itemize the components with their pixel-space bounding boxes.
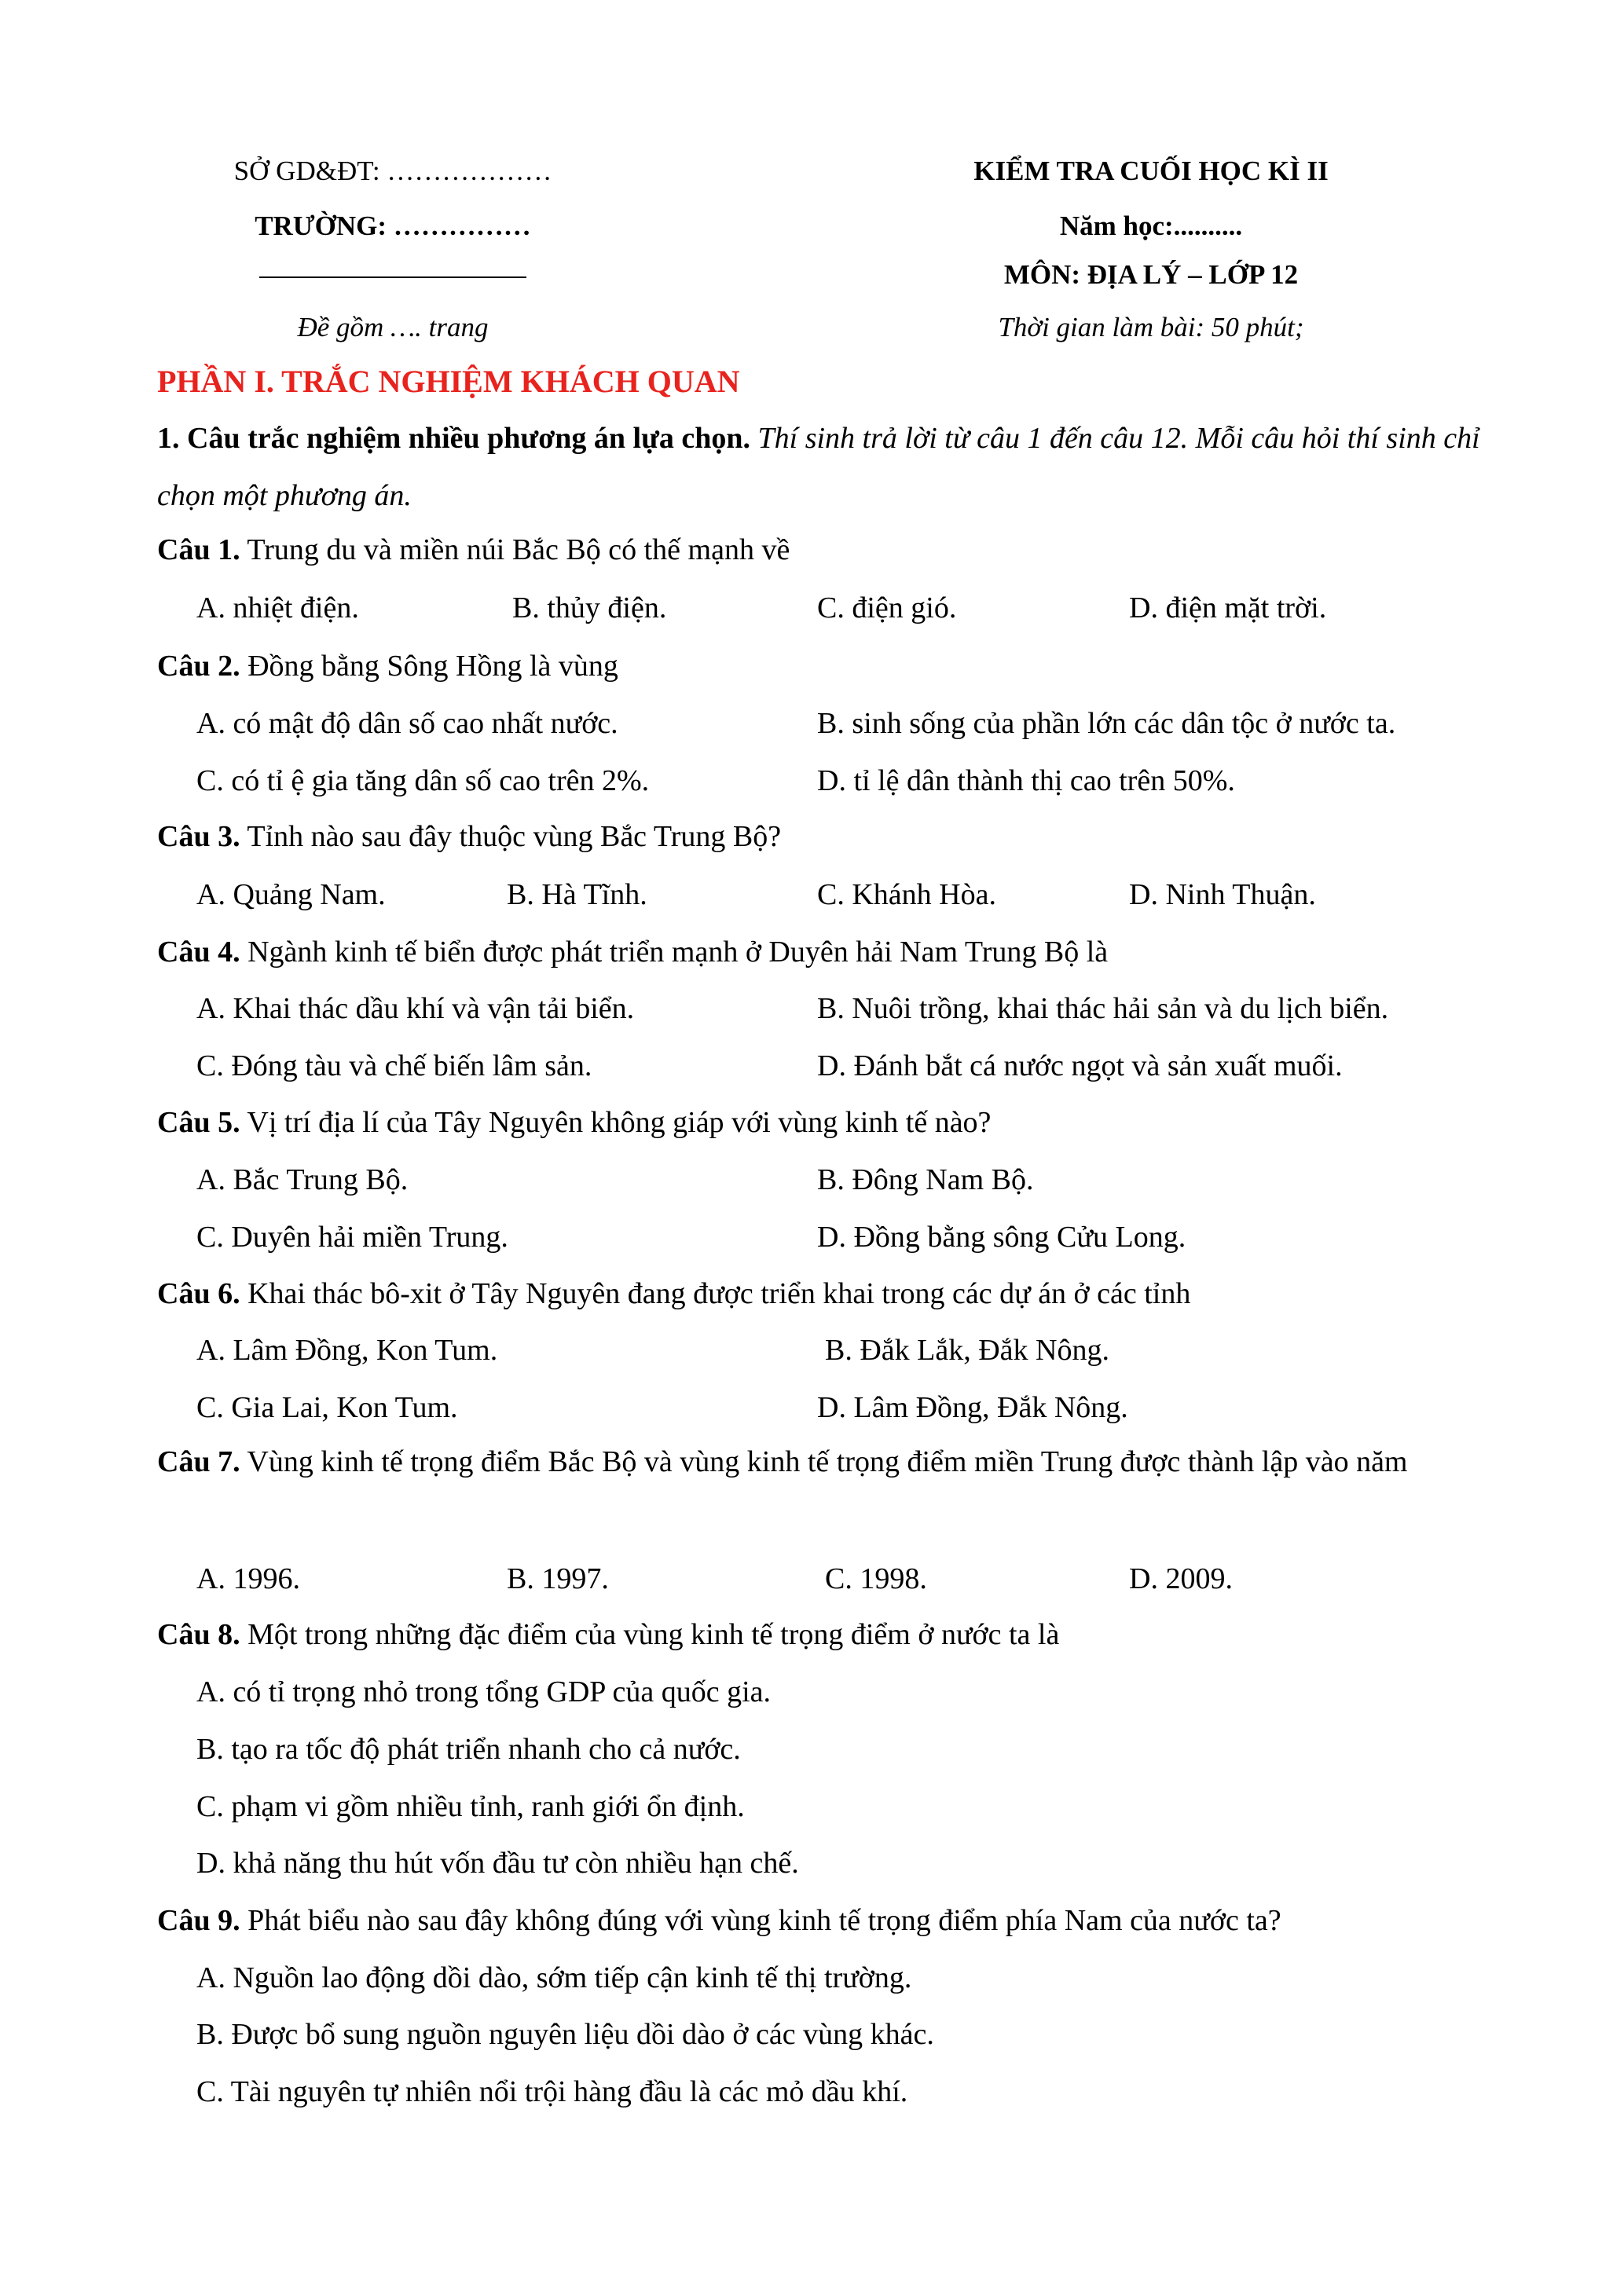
question-text: Đồng bằng Sông Hồng là vùng (240, 650, 618, 683)
department-line: SỞ GD&ĐT: ……………… (233, 156, 552, 186)
question-1 (157, 533, 790, 567)
option-d: D. tỉ lệ dân thành thị cao trên 50%. (817, 764, 1235, 797)
option-c: C. điện gió. (817, 591, 957, 624)
option-a: A. có mật độ dân số cao nhất nước. (196, 707, 618, 740)
question-8 (157, 1617, 1059, 1652)
question-label: Câu 3. (157, 820, 240, 853)
question-9 (157, 1903, 1281, 1938)
question-3 (157, 819, 781, 854)
question-text: Trung du và miền núi Bắc Bộ có thế mạnh về (240, 533, 790, 566)
option-b: B. Đông Nam Bộ. (817, 1163, 1034, 1196)
option-c: C. 1998. (825, 1562, 927, 1595)
instruction (157, 410, 1509, 525)
time-line: Thời gian làm bài: 50 phút; (998, 312, 1304, 342)
option-a: A. Quảng Nam. (196, 878, 386, 911)
option-b: B. Hà Tĩnh. (507, 878, 647, 911)
school-year: Năm học:.......... (1059, 211, 1243, 241)
instruction-heading: 1. Câu trắc nghiệm nhiều phương án lựa chọn. (157, 422, 751, 455)
option-d: D. Đánh bắt cá nước ngọt và sản xuất muối. (817, 1049, 1343, 1082)
option-d: D. Đồng bằng sông Cửu Long. (817, 1221, 1186, 1254)
option-b: B. 1997. (507, 1562, 609, 1595)
question-5 (157, 1105, 991, 1140)
question-text: Vùng kinh tế trọng điểm Bắc Bộ và vùng kinh tế trọng điểm miền Trung được thành lập vào năm (240, 1445, 1408, 1478)
instruction-text: Thí sinh trả lời từ câu 1 đến câu 12. Mỗi câu hỏi thí sinh chỉ chọn một phương án. (157, 422, 1480, 512)
option-c: C. Khánh Hòa. (817, 878, 996, 911)
question-text: Ngành kinh tế biển được phát triển mạnh ở Duyên hải Nam Trung Bộ là (240, 936, 1109, 969)
option-c: C. Duyên hải miền Trung. (196, 1221, 508, 1254)
question-6 (157, 1276, 1190, 1311)
option-a: A. Khai thác dầu khí và vận tải biển. (196, 992, 635, 1025)
question-label: Câu 8. (157, 1618, 240, 1651)
question-7 (157, 1434, 1509, 1491)
question-text: Phát biểu nào sau đây không đúng với vùng kinh tế trọng điểm phía Nam của nước ta? (240, 1904, 1281, 1937)
question-text: Khai thác bô-xit ở Tây Nguyên đang được triển khai trong các dự án ở các tỉnh (240, 1277, 1191, 1310)
question-text: Tỉnh nào sau đây thuộc vùng Bắc Trung Bộ? (240, 820, 782, 853)
option-d: D. khả năng thu hút vốn đầu tư còn nhiều hạn chế. (196, 1847, 799, 1880)
option-c: C. Tài nguyên tự nhiên nổi trội hàng đầu là các mỏ dầu khí. (196, 2075, 908, 2108)
option-c: C. có tỉ ệ gia tăng dân số cao trên 2%. (196, 764, 650, 797)
option-b: B. tạo ra tốc độ phát triển nhanh cho cả nước. (196, 1733, 741, 1766)
option-b: B. sinh sống của phần lớn các dân tộc ở nước ta. (817, 707, 1396, 740)
question-label: Câu 1. (157, 533, 240, 566)
question-label: Câu 5. (157, 1106, 240, 1139)
option-c: C. phạm vi gồm nhiều tỉnh, ranh giới ổn định. (196, 1790, 745, 1823)
option-b: B. Đắk Lắk, Đắk Nông. (825, 1334, 1109, 1367)
option-d: D. Lâm Đồng, Đắk Nông. (817, 1391, 1128, 1424)
option-a: A. có tỉ trọng nhỏ trong tổng GDP của quốc gia. (196, 1675, 772, 1708)
option-a: A. 1996. (196, 1562, 300, 1595)
option-c: C. Đóng tàu và chế biến lâm sản. (196, 1049, 592, 1082)
option-a: A. Bắc Trung Bộ. (196, 1163, 409, 1196)
option-a: A. nhiệt điện. (196, 591, 359, 624)
question-text: Một trong những đặc điểm của vùng kinh tế trọng điểm ở nước ta là (240, 1618, 1060, 1651)
option-a: A. Lâm Đồng, Kon Tum. (196, 1334, 498, 1367)
question-2 (157, 649, 618, 683)
option-c: C. Gia Lai, Kon Tum. (196, 1391, 458, 1424)
option-a: A. Nguồn lao động dồi dào, sớm tiếp cận kinh tế thị trường. (196, 1961, 912, 1994)
question-label: Câu 6. (157, 1277, 240, 1310)
option-d: D. Ninh Thuận. (1129, 878, 1316, 911)
header-divider (141, 259, 644, 291)
section-title: PHẦN I. TRẮC NGHIỆM KHÁCH QUAN (157, 364, 740, 399)
page-count-line: Đề gồm …. trang (297, 312, 489, 342)
option-b: B. thủy điện. (512, 591, 667, 624)
question-4 (157, 935, 1108, 969)
option-b: B. Được bổ sung nguồn nguyên liệu dồi dào ở các vùng khác. (196, 2018, 934, 2051)
question-label: Câu 2. (157, 650, 240, 683)
option-d: D. 2009. (1129, 1562, 1233, 1595)
question-label: Câu 9. (157, 1904, 240, 1937)
option-d: D. điện mặt trời. (1129, 591, 1327, 624)
exam-title: KIỂM TRA CUỐI HỌC KÌ II (973, 156, 1329, 186)
option-b: B. Nuôi trồng, khai thác hải sản và du lịch biển. (817, 992, 1389, 1025)
question-label: Câu 4. (157, 936, 240, 969)
question-label: Câu 7. (157, 1445, 240, 1478)
subject-line: MÔN: ĐỊA LÝ – LỚP 12 (1003, 259, 1299, 290)
question-text: Vị trí địa lí của Tây Nguyên không giáp với vùng kinh tế nào? (240, 1106, 992, 1139)
school-line: TRƯỜNG: …………… (255, 211, 531, 241)
